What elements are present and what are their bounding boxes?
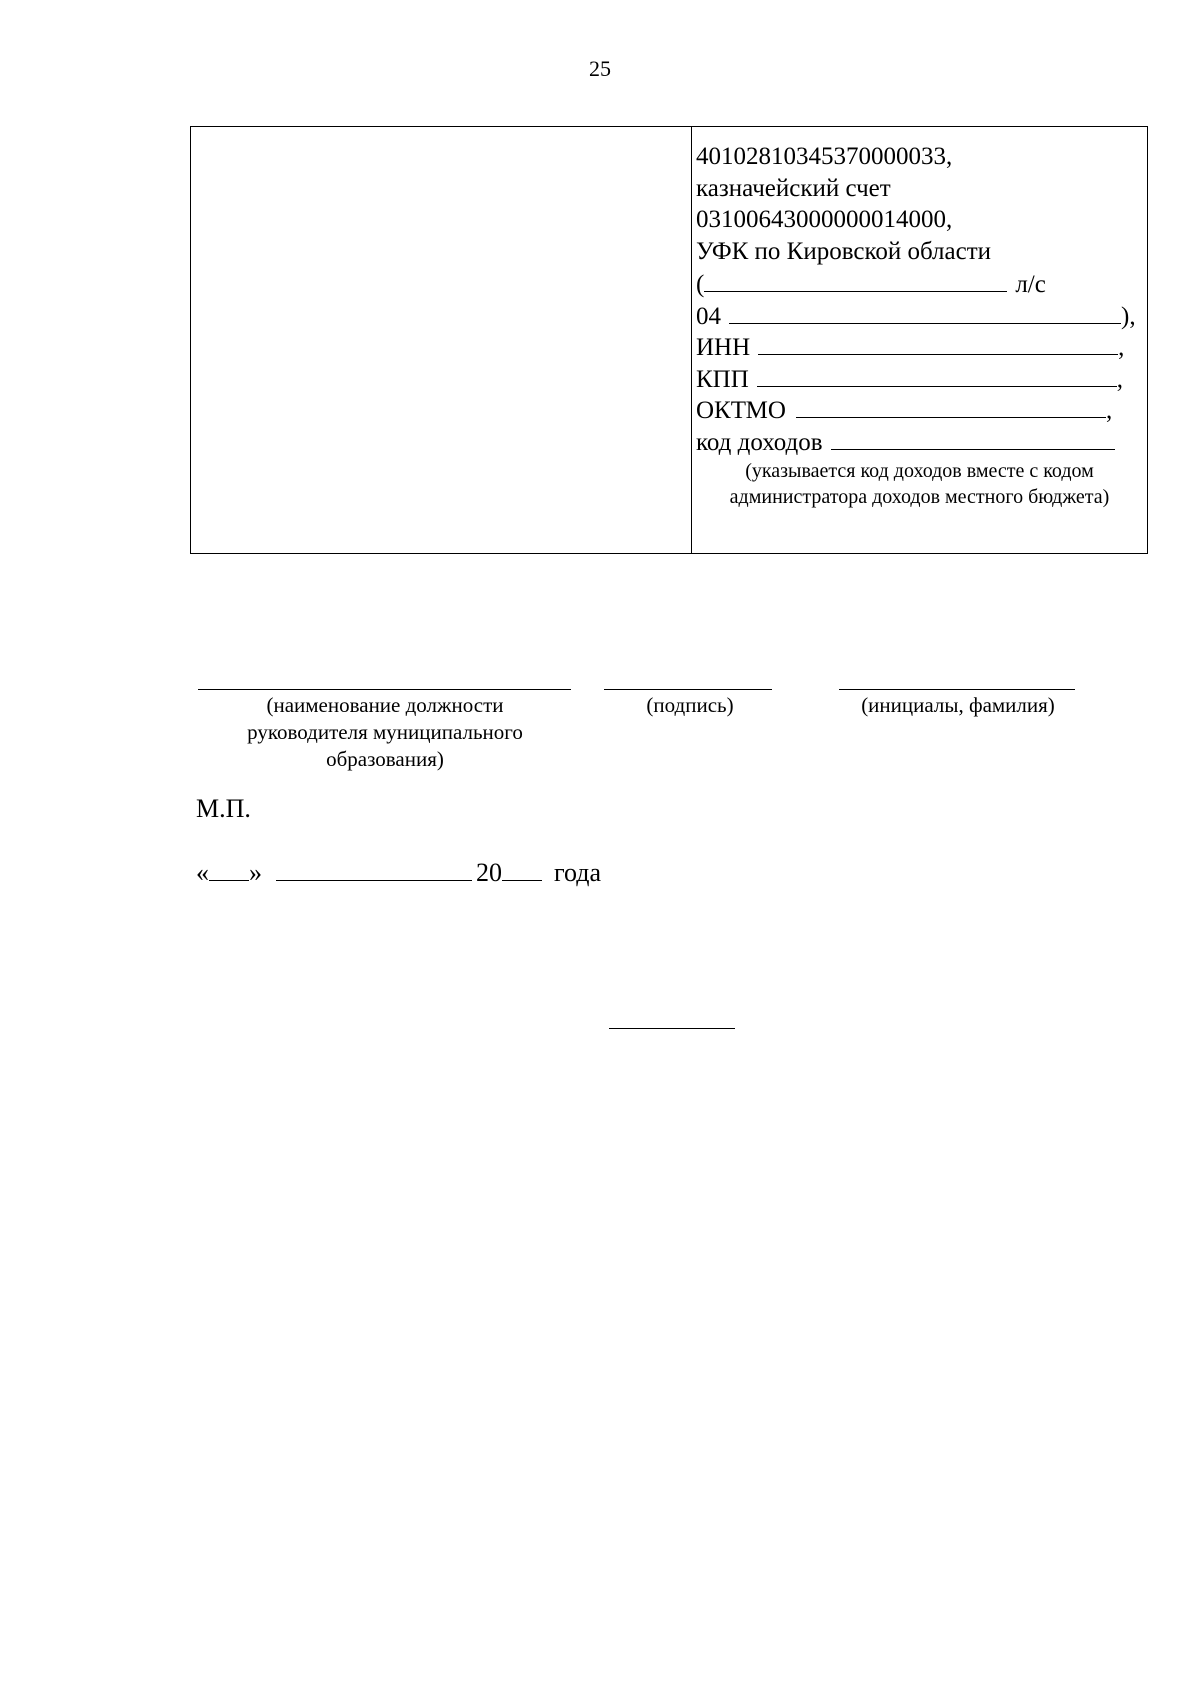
income-code-row (696, 425, 1143, 457)
treasury-label-row (696, 173, 1143, 205)
ufk-name-blank[interactable] (704, 267, 1007, 292)
ls-number-row (696, 299, 1143, 331)
open-paren: ( (696, 271, 705, 298)
treasury-account-row (696, 204, 1143, 236)
close-quote: » (249, 858, 262, 887)
table-left-cell (191, 127, 692, 553)
close-paren-comma: ), (1121, 302, 1136, 330)
ls-number-blank[interactable] (729, 299, 1121, 324)
ls-prefix: 04 (696, 302, 721, 330)
treasury-label: казначейский счет (696, 174, 891, 202)
day-blank[interactable] (209, 858, 249, 881)
inn-label: ИНН (696, 334, 751, 361)
open-quote: « (196, 858, 209, 887)
account-number-row (696, 141, 1143, 173)
bank-details-table (190, 126, 1148, 554)
position-caption: (наименование должности руководителя муниципального образования) (247, 693, 523, 771)
income-code-note: (указывается код доходов вместе с кодом администратора доходов местного бюджета) (729, 460, 1110, 508)
income-code-blank[interactable] (831, 425, 1115, 450)
kpp-label: КПП (696, 365, 749, 393)
oktmo-blank[interactable] (796, 393, 1106, 418)
inn-row (696, 330, 1143, 362)
signature-caption: (подпись) (646, 693, 734, 717)
account-number: 40102810345370000033, (696, 143, 953, 170)
signature-line[interactable] (604, 689, 772, 690)
name-line[interactable] (839, 689, 1075, 690)
oktmo-label: ОКТМО (696, 397, 786, 424)
year-prefix: 20 (476, 858, 502, 887)
table-right-cell (692, 127, 1147, 553)
position-line[interactable] (198, 689, 571, 690)
year-blank[interactable] (502, 858, 542, 881)
kpp-comma: , (1116, 365, 1124, 393)
kpp-blank[interactable] (757, 362, 1117, 387)
month-blank[interactable] (276, 858, 472, 881)
page-number: 25 (589, 56, 611, 81)
oktmo-row (696, 393, 1143, 425)
year-suffix: года (554, 858, 602, 887)
stamp-label: М.П. (196, 794, 251, 823)
date-row (196, 858, 601, 888)
treasury-account: 03100643000000014000, (696, 206, 953, 233)
end-of-document-line (609, 1028, 735, 1029)
ls-row (696, 267, 1143, 299)
oktmo-comma: , (1105, 397, 1113, 424)
inn-comma: , (1118, 334, 1125, 361)
inn-blank[interactable] (758, 330, 1118, 355)
ufk-row (696, 236, 1143, 268)
ls-label: л/с (1015, 271, 1046, 298)
income-code-label: код доходов (696, 428, 823, 456)
name-caption: (инициалы, фамилия) (861, 693, 1055, 717)
kpp-row (696, 362, 1143, 394)
ufk-label: УФК по Кировской области (696, 237, 992, 265)
